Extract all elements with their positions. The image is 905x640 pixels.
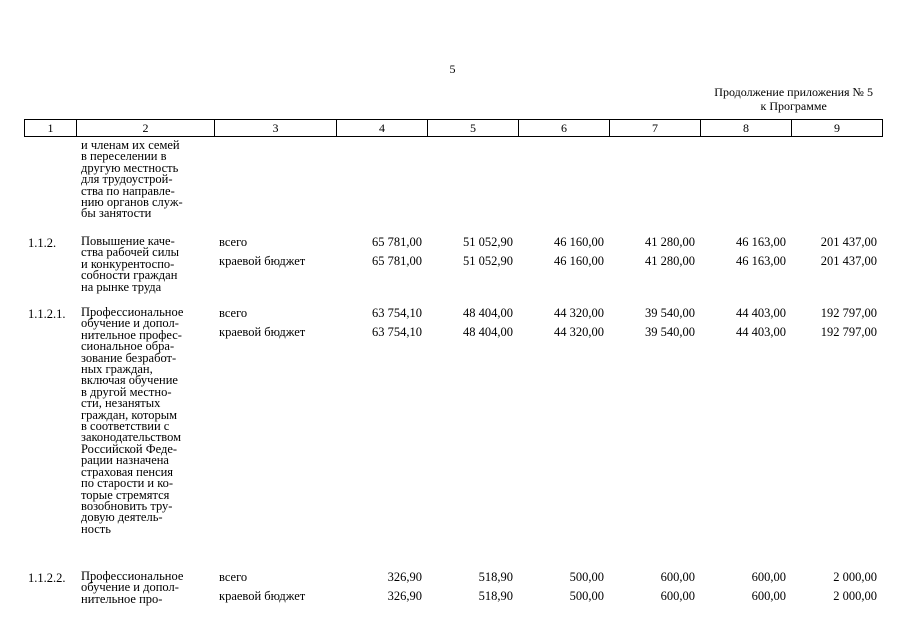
value-cell: 500,00 (569, 570, 604, 584)
value-cell: 44 403,00 (736, 325, 786, 339)
section-name-line: страховая пенсия (81, 464, 174, 479)
funding-source: краевой бюджет (219, 589, 306, 603)
value-cell: 518,90 (478, 570, 513, 584)
value-cell: 326,90 (387, 589, 422, 603)
column-header: 2 (77, 120, 215, 137)
value-cell: 192 797,00 (820, 306, 877, 320)
section-name-line: Повышение каче- (81, 234, 175, 248)
section-name-line: довую деятель- (81, 510, 163, 525)
section-name-line: зование безработ- (81, 350, 177, 365)
value-cell: 500,00 (569, 589, 604, 603)
funding-source: всего (219, 306, 248, 320)
value-cell: 326,90 (387, 570, 422, 584)
section-name-line: сти, незанятых (81, 396, 161, 411)
table-row (24, 234, 882, 250)
continuation-line2: к Программе (760, 99, 827, 113)
value-cell: 46 160,00 (554, 254, 604, 268)
section-name-line: Профессиональное (81, 569, 184, 583)
section-name-line: по старости и ко- (81, 476, 174, 491)
section-name-line: сиональное обра- (81, 339, 175, 354)
column-header: 9 (792, 120, 883, 137)
section-name-line: торые стремятся (81, 487, 170, 502)
value-cell: 2 000,00 (833, 589, 877, 603)
value-cell: 600,00 (751, 589, 786, 603)
value-cell: 201 437,00 (820, 254, 877, 268)
section-name (81, 140, 211, 220)
section-name-line: нительное профес- (81, 327, 182, 342)
column-header: 5 (428, 120, 519, 137)
table-row (24, 253, 882, 269)
continuation-note (714, 85, 873, 113)
section-number: 1.1.2. (28, 236, 57, 250)
value-cell: 44 320,00 (554, 306, 604, 320)
continuation-line1: Продолжение приложения № 5 (714, 85, 873, 99)
value-cell: 39 540,00 (645, 325, 695, 339)
section-name-line: обучение и допол- (81, 580, 179, 595)
value-cell: 46 163,00 (736, 254, 786, 268)
value-cell: 48 404,00 (463, 325, 513, 339)
column-header: 7 (610, 120, 701, 137)
funding-source: всего (219, 570, 248, 584)
section-name-line: в соответствии с (81, 419, 170, 434)
value-cell: 600,00 (660, 589, 695, 603)
column-header: 4 (337, 120, 428, 137)
table-row (24, 588, 882, 604)
value-cell: 201 437,00 (820, 235, 877, 249)
table-row (24, 569, 882, 585)
section-name-line: и конкурентоспо- (81, 256, 175, 271)
value-cell: 2 000,00 (833, 570, 877, 584)
value-cell: 518,90 (478, 589, 513, 603)
value-cell: 600,00 (660, 570, 695, 584)
section-name-line: возобновить тру- (81, 498, 173, 513)
page-number: 5 (449, 62, 456, 76)
section-name-line: граждан, которым (81, 407, 178, 422)
value-cell: 51 052,90 (463, 235, 513, 249)
section-name-line: бы занятости (81, 206, 152, 221)
section-name (81, 307, 211, 535)
column-header-row (25, 120, 883, 137)
column-header: 8 (701, 120, 792, 137)
value-cell: 46 163,00 (736, 235, 786, 249)
section-name-line: нительное про- (81, 591, 163, 606)
section-name-line: в другой местно- (81, 384, 172, 399)
section-name-line: другую местность (81, 160, 179, 175)
value-cell: 65 781,00 (372, 235, 422, 249)
value-cell: 44 320,00 (554, 325, 604, 339)
section-name-line: для трудоустрой- (81, 172, 173, 187)
section-name-line: ность (81, 521, 111, 536)
section-name-line: Профессиональное (81, 305, 184, 319)
value-cell: 192 797,00 (820, 325, 877, 339)
section-name-line: ства рабочей силы (81, 245, 180, 260)
section-name-line: включая обучение (81, 373, 178, 388)
value-cell: 44 403,00 (736, 306, 786, 320)
column-header: 1 (25, 120, 77, 137)
value-cell: 600,00 (751, 570, 786, 584)
section-name-line: ных граждан, (81, 362, 153, 377)
value-cell: 41 280,00 (645, 254, 695, 268)
value-cell: 63 754,10 (372, 325, 422, 339)
value-cell: 41 280,00 (645, 235, 695, 249)
value-cell: 51 052,90 (463, 254, 513, 268)
value-cell: 48 404,00 (463, 306, 513, 320)
section-name-line: нию органов служ- (81, 195, 183, 210)
value-cell: 63 754,10 (372, 306, 422, 320)
funding-source: краевой бюджет (219, 325, 306, 339)
section-name-line: в переселении в (81, 149, 167, 164)
funding-source: краевой бюджет (219, 254, 306, 268)
table-row (24, 305, 882, 321)
column-header: 6 (519, 120, 610, 137)
value-cell: 39 540,00 (645, 306, 695, 320)
value-cell: 46 160,00 (554, 235, 604, 249)
section-number: 1.1.2.2. (28, 571, 66, 585)
section-name-line: и членам их семей (81, 138, 180, 152)
column-header: 3 (215, 120, 337, 137)
section-name-line: Российской Феде- (81, 441, 178, 456)
section-number: 1.1.2.1. (28, 307, 66, 321)
column-header-table (24, 119, 883, 137)
section-name-line: законодательством (81, 430, 182, 445)
section-name-line: собности граждан (81, 268, 178, 283)
section-name-line: обучение и допол- (81, 316, 179, 331)
value-cell: 65 781,00 (372, 254, 422, 268)
section-name-line: на рынке труда (81, 279, 162, 294)
table-row (24, 324, 882, 340)
section-name-line: ства по направле- (81, 183, 175, 198)
section-name-line: рации назначена (81, 453, 169, 468)
funding-source: всего (219, 235, 248, 249)
